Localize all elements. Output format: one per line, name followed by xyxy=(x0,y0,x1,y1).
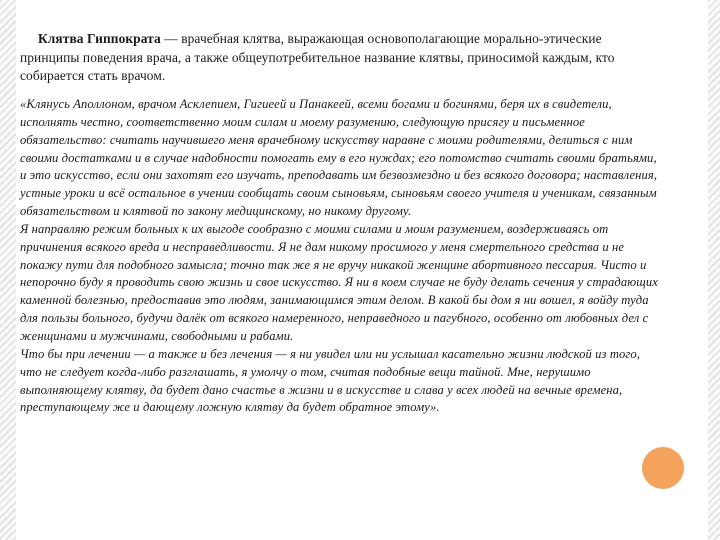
oath-paragraph-3: Что бы при лечении — а также и без лечения — я ни увидел или ни услышал касательно жизни людской из того, что не следует когда-либо разглашать, я умолчу о том, считая подобные вещи тайной. Мне, нерушимо выполняющему клятву, да будет дано счастье в жизни и в искусстве и слава у всех людей на вечные времена, преступающему же и дающему ложную клятву да будет обратное этому». xyxy=(20,346,641,415)
intro-term: Клятва Гиппократа xyxy=(38,31,161,46)
right-border-pattern xyxy=(708,0,720,540)
intro-definition: — врачебная клятва, выражающая основополагающие морально-этические принципы поведения врача, а также общеупотребительное название клятвы, приносимой каждым, кто собирается стать врачом. xyxy=(20,31,615,83)
intro-paragraph xyxy=(20,30,656,86)
decorative-circle xyxy=(642,447,684,489)
left-border-pattern xyxy=(0,0,16,540)
oath-text xyxy=(20,96,660,417)
oath-paragraph-2: Я направляю режим больных к их выгоде сообразно с моими силами и моим разумением, воздерживаясь от причинения всякого вреда и несправедливости. Я не дам никому просимого у меня смертельного средства и не покажу пути для подобного замысла; точно так же я не вручу никакой женщине абортивного пессария. Чисто и непорочно буду я проводить свою жизнь и свое искусство. Я ни в коем случае не буду делать сечения у страдающих каменной болезнью, предоставив это людям, занимающимся этим делом. В какой бы дом я ни вошел, я войду туда для пользы больного, будучи далёк от всякого намеренного, неправедного и пагубного, особенно от любовных дел с женщинами и мужчинами, свободными и рабами. xyxy=(20,221,658,343)
oath-paragraph-1: «Клянусь Аполлоном, врачом Асклепием, Гигиеей и Панакеей, всеми богами и богинями, беря их в свидетели, исполнять честно, соответственно моим силам и моему разумению, следующую присягу и письменное обязательство: считать научившего меня врачебному искусству наравне с моими родителями, делиться с ним своими достатками и в случае надобности помогать ему в его нуждах; его потомство считать своими братьями, и это искусство, если они захотят его изучать, преподавать им безвозмездно и без всякого договора; наставления, устные уроки и всё остальное в учении сообщать своим сыновьям, сыновьям своего учителя и ученикам, связанным обязательством и клятвой по закону медицинскому, но никому другому. xyxy=(20,97,658,219)
